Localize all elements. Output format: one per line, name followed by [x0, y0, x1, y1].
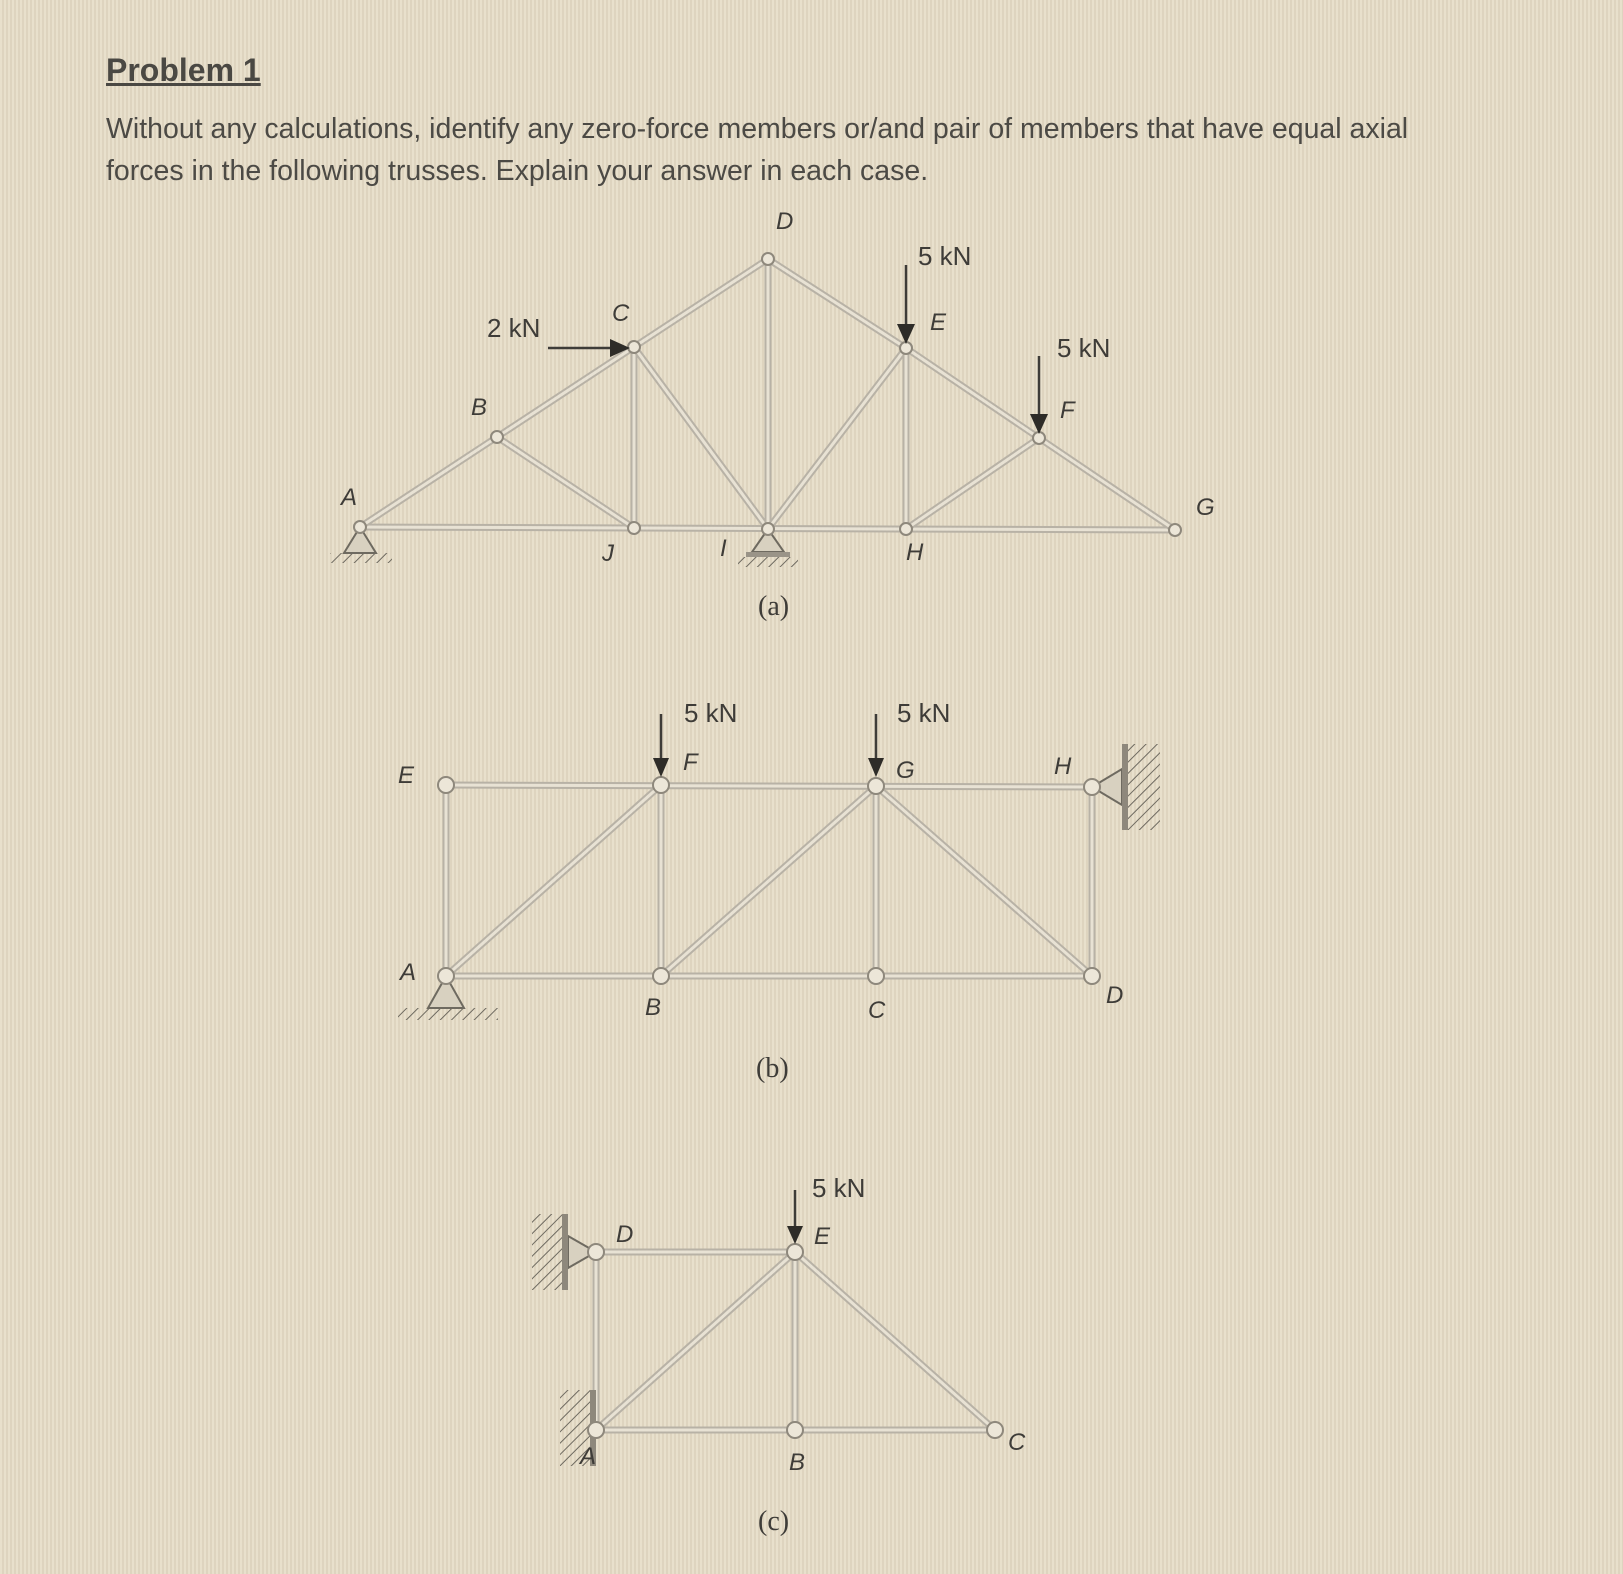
truss-b-members: [446, 785, 1092, 976]
truss-b-label-a: A: [400, 959, 417, 986]
truss-a-caption: (a): [758, 591, 790, 622]
truss-a-label-h: H: [906, 539, 924, 566]
truss-a: [330, 208, 1215, 622]
truss-b-label-f: F: [683, 749, 698, 776]
truss-a-label-c: C: [612, 300, 630, 327]
truss-b-label-d: D: [1106, 982, 1124, 1009]
truss-b-caption: (b): [756, 1053, 789, 1084]
truss-c-label-e: E: [814, 1223, 831, 1250]
truss-c-label-a: A: [580, 1443, 597, 1470]
truss-c: [532, 1173, 1026, 1537]
truss-b-label-e: E: [398, 762, 415, 789]
truss-b-label-g: G: [896, 757, 915, 784]
truss-b-label-b: B: [645, 994, 662, 1021]
truss-b: [398, 698, 1160, 1084]
truss-a-label-e: E: [930, 309, 947, 336]
truss-c-caption: (c): [758, 1506, 790, 1537]
truss-c-label-c: C: [1008, 1429, 1026, 1456]
truss-a-label-j: J: [602, 540, 614, 567]
svg-text:5 kN: 5 kN: [1057, 333, 1111, 363]
truss-c-members: [596, 1252, 995, 1430]
svg-text:5 kN: 5 kN: [684, 698, 738, 728]
truss-c-support-d: [532, 1214, 596, 1290]
problem-instructions: Without any calculations, identify any zero-force members or/and pair of members that have equal axial forces in the following trusses. Explain your answer in each case.: [106, 113, 1409, 187]
truss-a-label-b: B: [471, 394, 488, 421]
svg-text:5 kN: 5 kN: [812, 1173, 866, 1203]
truss-b-label-h: H: [1054, 753, 1072, 780]
truss-a-load-2kn: [487, 313, 630, 357]
truss-c-label-b: B: [789, 1449, 806, 1476]
svg-text:5 kN: 5 kN: [897, 698, 951, 728]
truss-a-label-d: D: [776, 208, 794, 235]
truss-a-label-a: A: [341, 484, 358, 511]
truss-c-label-d: D: [616, 1221, 634, 1248]
problem-title: Problem 1: [106, 52, 261, 88]
truss-a-label-g: G: [1196, 494, 1215, 521]
truss-a-label-f: F: [1060, 397, 1075, 424]
truss-b-label-c: C: [868, 997, 886, 1024]
truss-b-support-h: [1092, 744, 1160, 830]
truss-a-label-i: I: [720, 535, 727, 562]
svg-text:2 kN: 2 kN: [487, 313, 541, 343]
svg-text:5 kN: 5 kN: [918, 241, 972, 271]
